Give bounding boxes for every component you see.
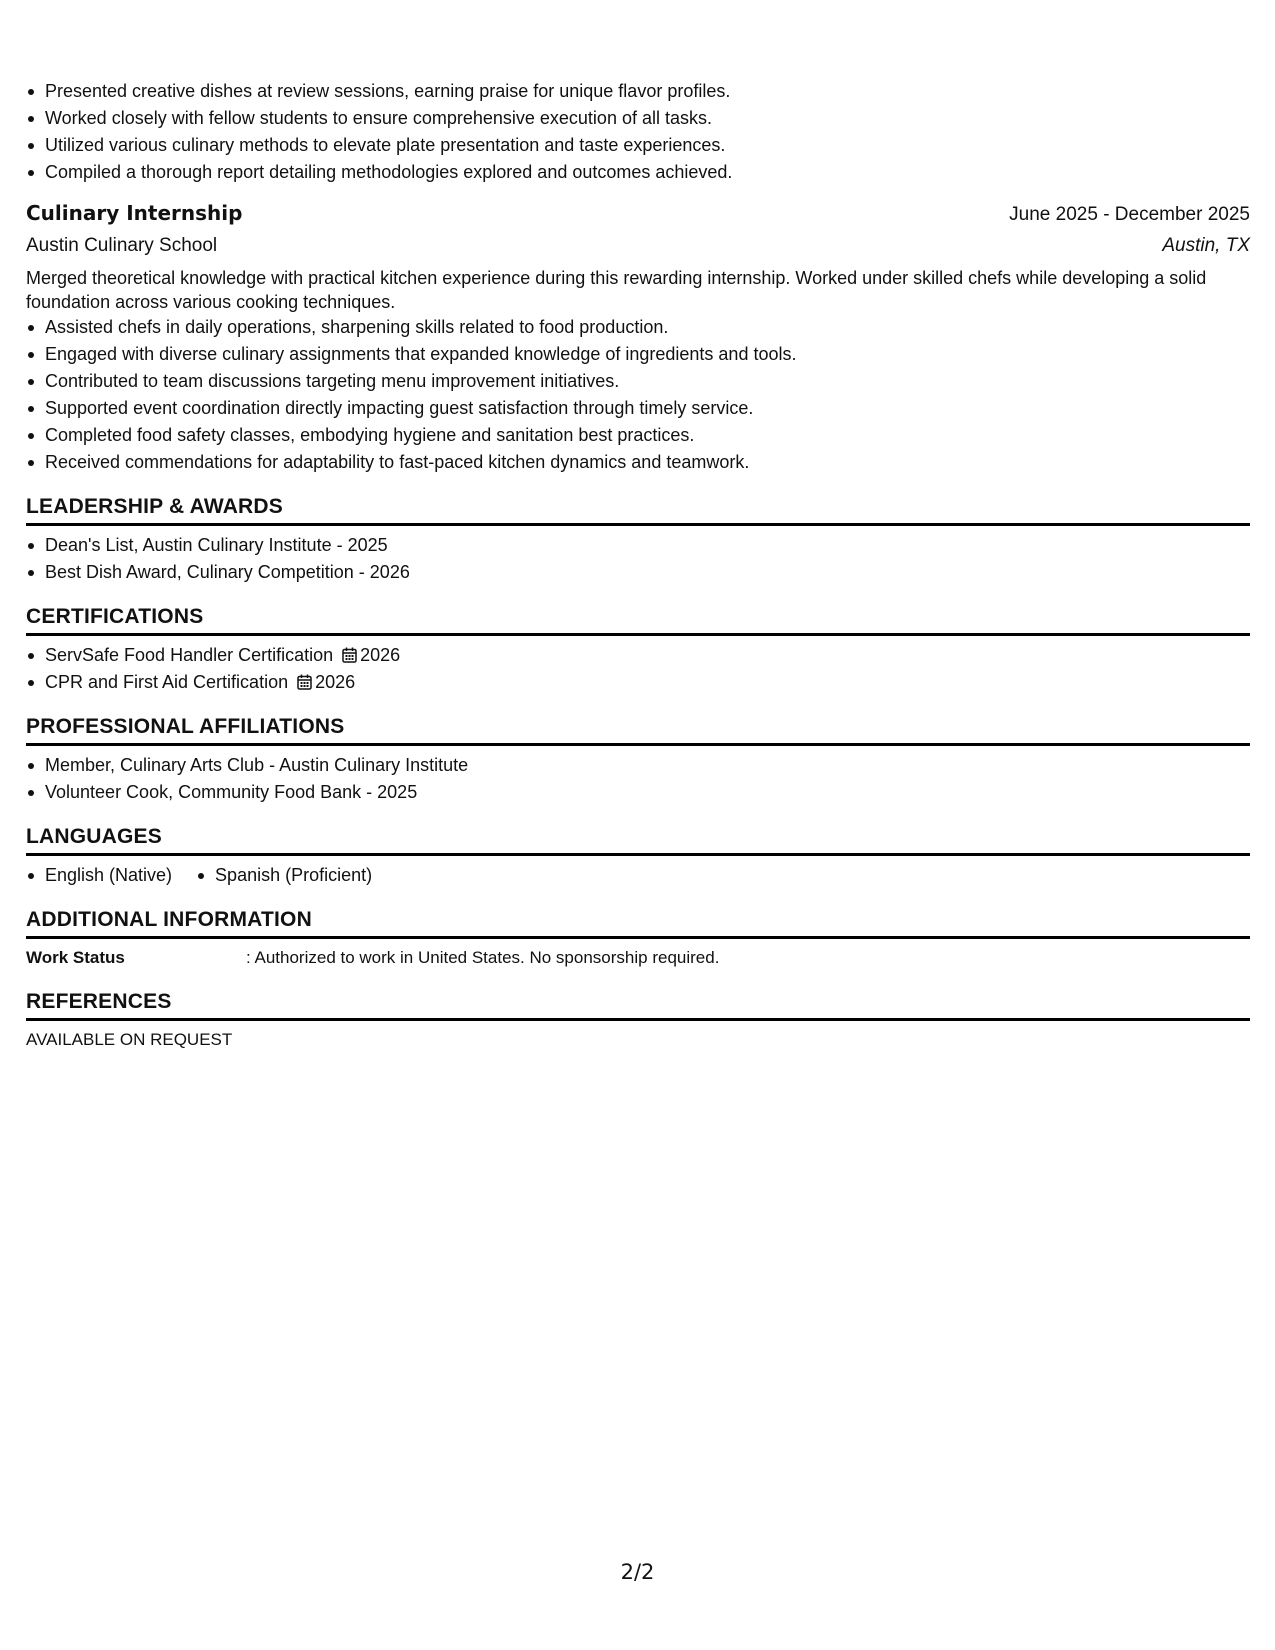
section-title: LEADERSHIP & AWARDS [26,492,1250,526]
list-item: Spanish (Proficient) [196,862,372,889]
list-item: Completed food safety classes, embodying hygiene and sanitation best practices. [26,422,1250,449]
certifications-section [26,602,1250,696]
languages-section [26,822,1250,889]
section-title: ADDITIONAL INFORMATION [26,905,1250,939]
job-summary: Merged theoretical knowledge with practical kitchen experience during this rewarding internship. Worked under skilled chefs while developing a solid foundation across various cooking techniques. [26,268,1207,312]
list-item [26,669,1250,696]
leadership-section [26,492,1250,586]
affiliations-list [26,752,1250,806]
calendar-icon [342,647,357,663]
job-dates: June 2025 - December 2025 [1009,204,1250,225]
job-subheader [26,232,1250,260]
work-status-row [26,945,1250,971]
list-item: Dean's List, Austin Culinary Institute - 2025 [26,532,1250,559]
previous-job-bullets [26,78,1250,186]
list-item: Presented creative dishes at review sessions, earning praise for unique flavor profiles. [26,78,1250,105]
section-title: PROFESSIONAL AFFILIATIONS [26,712,1250,746]
references-text: AVAILABLE ON REQUEST [26,1030,233,1049]
job-title: Culinary Internship [26,201,243,225]
list-item: Received commendations for adaptability to fast-paced kitchen dynamics and teamwork. [26,449,1250,476]
job-header [26,198,1250,230]
certification-year: 2026 [360,645,401,665]
list-item: Member, Culinary Arts Club - Austin Culinary Institute [26,752,1250,779]
job-bullets [26,314,1250,476]
list-item: Best Dish Award, Culinary Competition - 2026 [26,559,1250,586]
additional-info-section [26,905,1250,971]
list-item: Contributed to team discussions targeting menu improvement initiatives. [26,368,1250,395]
section-title: CERTIFICATIONS [26,602,1250,636]
certification-name: ServSafe Food Handler Certification [45,645,334,665]
list-item: English (Native) [26,862,172,889]
work-status-label: Work Status [26,948,125,967]
certification-year: 2026 [315,672,356,692]
list-item: Worked closely with fellow students to ensure comprehensive execution of all tasks. [26,105,1250,132]
list-item: Compiled a thorough report detailing methodologies explored and outcomes achieved. [26,159,1250,186]
certification-name: CPR and First Aid Certification [45,672,289,692]
languages-list [26,862,1250,889]
internship-entry [26,198,1250,476]
section-title: LANGUAGES [26,822,1250,856]
list-item: Assisted chefs in daily operations, sharpening skills related to food production. [26,314,1250,341]
calendar-icon [297,674,312,690]
list-item: Utilized various culinary methods to elevate plate presentation and taste experiences. [26,132,1250,159]
page-number: 2/2 [620,1560,655,1584]
list-item: Supported event coordination directly impacting guest satisfaction through timely service. [26,395,1250,422]
section-title: REFERENCES [26,987,1250,1021]
resume-page [26,78,1250,1053]
list-item [26,642,1250,669]
list-item: Volunteer Cook, Community Food Bank - 2025 [26,779,1250,806]
list-item: Engaged with diverse culinary assignments that expanded knowledge of ingredients and tools. [26,341,1250,368]
references-section [26,987,1250,1053]
certifications-list [26,642,1250,696]
work-status-value: : Authorized to work in United States. No sponsorship required. [246,948,720,967]
job-location: Austin, TX [1162,235,1250,256]
affiliations-section [26,712,1250,806]
company-name: Austin Culinary School [26,235,218,256]
leadership-list [26,532,1250,586]
